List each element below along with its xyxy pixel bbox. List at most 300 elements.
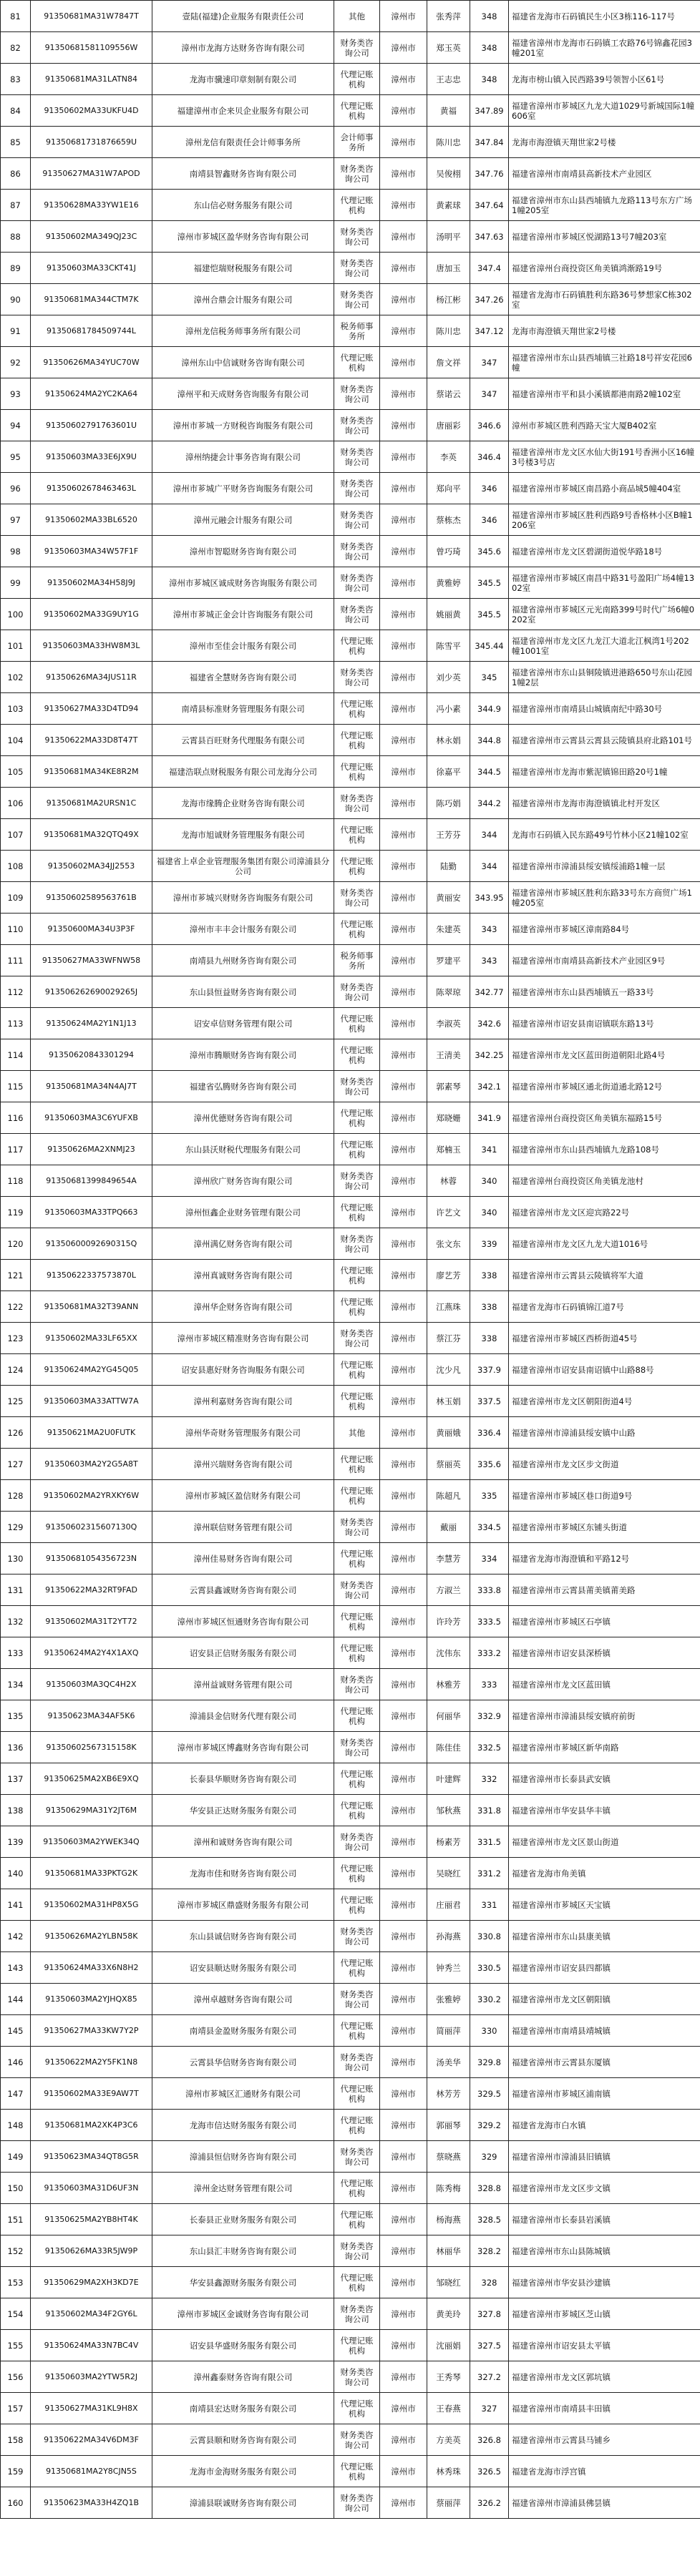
region-cell: 漳州市 (380, 1826, 427, 1858)
region-cell: 漳州市 (380, 64, 427, 95)
agency-type-cell: 代理记账机构 (334, 64, 380, 95)
address-cell: 福建省漳州市南靖县靖城镇 (509, 2015, 700, 2047)
address-cell: 福建省漳州市漳浦县佛昙镇 (509, 2487, 700, 2519)
region-cell: 漳州市 (380, 1354, 427, 1386)
address-cell: 福建省漳州市龙文区蓝田镇 (509, 1669, 700, 1700)
address-cell: 福建省漳州市芗城区悦湖路13号7幢203室 (509, 221, 700, 253)
credit-code-cell: 91350622MA33D8T47T (31, 725, 152, 756)
score-cell: 328.2 (470, 2235, 509, 2267)
table-row (1, 2361, 700, 2393)
address-cell: 龙海市榜山镇入民西路39号领智小区61号 (509, 64, 700, 95)
address-cell: 福建省漳州市云霄县莆美镇莆美路 (509, 1575, 700, 1606)
address-cell: 福建省漳州市龙文区迎宾路22号 (509, 1197, 700, 1228)
row-number-cell: 96 (1, 473, 31, 504)
credit-code-cell: 91350622MA2Y5FK1N8 (31, 2047, 152, 2078)
agency-type-cell: 财务类咨询公司 (334, 882, 380, 914)
score-cell: 333.5 (470, 1606, 509, 1637)
row-number-cell: 114 (1, 1039, 31, 1071)
contact-person-cell: 邹晓红 (427, 2267, 470, 2298)
region-cell: 漳州市 (380, 221, 427, 253)
company-name-cell: 漳州元融会计服务有限公司 (152, 504, 334, 536)
company-name-cell: 东山县恒益财务咨询有限公司 (152, 976, 334, 1008)
agency-type-cell: 代理记账机构 (334, 1700, 380, 1732)
score-cell: 347 (470, 347, 509, 378)
table-row (1, 1008, 700, 1039)
company-name-cell: 南靖县标准财务管理服务有限公司 (152, 693, 334, 725)
contact-person-cell: 刘少英 (427, 662, 470, 693)
row-number-cell: 115 (1, 1071, 31, 1102)
contact-person-cell: 邹秋燕 (427, 1795, 470, 1826)
score-cell: 331.5 (470, 1826, 509, 1858)
company-name-cell: 漳州市腾顺财务咨询有限公司 (152, 1039, 334, 1071)
agency-type-cell: 代理记账机构 (334, 1543, 380, 1575)
address-cell: 龙海市海澄镇天翔世家2号楼 (509, 315, 700, 347)
row-number-cell: 87 (1, 190, 31, 221)
address-cell: 福建省漳州市芗城区东铺头街道 (509, 1512, 700, 1543)
credit-code-cell: 91350600092690315Q (31, 1228, 152, 1260)
credit-code-cell: 91350624MA33N7BC4V (31, 2330, 152, 2361)
row-number-cell: 126 (1, 1417, 31, 1449)
contact-person-cell: 张文东 (427, 1228, 470, 1260)
row-number-cell: 84 (1, 95, 31, 127)
table-row (1, 127, 700, 158)
credit-code-cell: 91350629MA31Y2JT6M (31, 1795, 152, 1826)
address-cell: 福建省漳州市龙文区九龙江大道北江枫湾1号202幢1001室 (509, 630, 700, 662)
address-cell: 福建省漳州市龙文区水仙大街191号香洲小区16幢3号楼3号店 (509, 441, 700, 473)
region-cell: 漳州市 (380, 1008, 427, 1039)
row-number-cell: 103 (1, 693, 31, 725)
credit-code-cell: 91350625MA2YB8HT4K (31, 2204, 152, 2235)
score-cell: 344.9 (470, 693, 509, 725)
score-cell: 346.6 (470, 410, 509, 441)
table-row (1, 1228, 700, 1260)
table-row (1, 1732, 700, 1763)
address-cell: 福建省漳州市龙海市海澄镇镇北村开发区 (509, 788, 700, 819)
table-row (1, 2330, 700, 2361)
address-cell: 福建省漳州市南靖县高新技术产业园区9号 (509, 945, 700, 976)
address-cell: 福建省漳州市云霄县云霄县云陵镇县府北路101号 (509, 725, 700, 756)
company-name-cell: 漳州兴瑞财务咨询有限公司 (152, 1449, 334, 1480)
score-cell: 327.2 (470, 2361, 509, 2393)
agency-type-cell: 代理记账机构 (334, 630, 380, 662)
region-cell: 漳州市 (380, 1449, 427, 1480)
company-name-cell: 漳州市芗城区恒通财务咨询有限公司 (152, 1606, 334, 1637)
row-number-cell: 112 (1, 976, 31, 1008)
score-cell: 347.64 (470, 190, 509, 221)
region-cell: 漳州市 (380, 1039, 427, 1071)
agency-type-cell: 财务类咨询公司 (334, 2047, 380, 2078)
contact-person-cell: 陈佳佳 (427, 1732, 470, 1763)
credit-code-cell: 91350602MA31T2YT72 (31, 1606, 152, 1637)
credit-code-cell: 91350627MA31KL9H8X (31, 2393, 152, 2424)
score-cell: 326.8 (470, 2424, 509, 2456)
credit-code-cell: 91350627MA33WFNW58 (31, 945, 152, 976)
row-number-cell: 150 (1, 2173, 31, 2204)
address-cell: 福建省漳州市龙文区朝阳镇 (509, 1984, 700, 2015)
address-cell: 福建省漳州市龙文区步文镇 (509, 2173, 700, 2204)
agency-type-cell: 代理记账机构 (334, 1354, 380, 1386)
row-number-cell: 88 (1, 221, 31, 253)
score-cell: 328 (470, 2267, 509, 2298)
row-number-cell: 133 (1, 1637, 31, 1669)
address-cell: 福建省漳州市漳浦县绥安镇绥浦路1幢一层 (509, 851, 700, 882)
table-row (1, 2456, 700, 2487)
table-row (1, 1386, 700, 1417)
contact-person-cell: 林秀珠 (427, 2456, 470, 2487)
row-number-cell: 153 (1, 2267, 31, 2298)
credit-code-cell: 91350603MA3C6YUFXB (31, 1102, 152, 1134)
table-row (1, 64, 700, 95)
row-number-cell: 99 (1, 567, 31, 599)
score-cell: 342.1 (470, 1071, 509, 1102)
score-cell: 341.9 (470, 1102, 509, 1134)
region-cell: 漳州市 (380, 1795, 427, 1826)
region-cell: 漳州市 (380, 2267, 427, 2298)
score-cell: 344.2 (470, 788, 509, 819)
region-cell: 漳州市 (380, 2015, 427, 2047)
region-cell: 漳州市 (380, 1732, 427, 1763)
company-name-cell: 壹陆(福建)企业服务有限责任公司 (152, 1, 334, 32)
table-row (1, 441, 700, 473)
company-name-cell: 福建浩联点财税服务有限公司龙海分公司 (152, 756, 334, 788)
agency-type-cell: 其他 (334, 1417, 380, 1449)
address-cell: 福建省漳州市南靖县高新技术产业园区 (509, 158, 700, 190)
agency-type-cell: 代理记账机构 (334, 1795, 380, 1826)
company-name-cell: 漳州恒鑫企业财务管理有限公司 (152, 1197, 334, 1228)
region-cell: 漳州市 (380, 1165, 427, 1197)
company-name-cell: 漳州益诚财务管理有限公司 (152, 1669, 334, 1700)
table-row (1, 315, 700, 347)
address-cell: 福建省漳州市南靖县山城镇南纪中路30号 (509, 693, 700, 725)
agency-type-cell: 会计师事务所 (334, 127, 380, 158)
credit-code-cell: 91350626MA2YLBN58K (31, 1921, 152, 1952)
row-number-cell: 81 (1, 1, 31, 32)
credit-code-cell: 91350624MA2Y1N1J13 (31, 1008, 152, 1039)
score-cell: 329 (470, 2141, 509, 2173)
contact-person-cell: 杨江彬 (427, 284, 470, 315)
credit-code-cell: 91350626MA34YUC70W (31, 347, 152, 378)
table-row (1, 2204, 700, 2235)
row-number-cell: 93 (1, 378, 31, 410)
address-cell: 福建省漳州市东山县西埔镇九龙路113号东方广场1幢205室 (509, 190, 700, 221)
table-row (1, 1637, 700, 1669)
contact-person-cell: 陈川忠 (427, 127, 470, 158)
contact-person-cell: 郑楠玉 (427, 1134, 470, 1165)
credit-code-cell: 91350603MA2YWEK34Q (31, 1826, 152, 1858)
table-row (1, 1039, 700, 1071)
agency-type-cell: 财务类咨询公司 (334, 567, 380, 599)
table-row (1, 1354, 700, 1386)
address-cell: 福建省漳州市龙海市石码镇工农路76号锦鑫花园3幢201室 (509, 32, 700, 64)
score-cell: 339 (470, 1228, 509, 1260)
agency-type-cell: 财务类咨询公司 (334, 2424, 380, 2456)
credit-code-cell: 91350624MA2Y4X1AXQ (31, 1637, 152, 1669)
table-row (1, 1543, 700, 1575)
region-cell: 漳州市 (380, 2078, 427, 2110)
score-cell: 333 (470, 1669, 509, 1700)
credit-code-cell: 91350603MA33CKT41J (31, 253, 152, 284)
credit-code-cell: 91350603MA31D6UF3N (31, 2173, 152, 2204)
address-cell: 福建省漳州市芗城区西桥街道45号 (509, 1323, 700, 1354)
company-name-cell: 漳州和诚财务咨询有限公司 (152, 1826, 334, 1858)
table-row (1, 221, 700, 253)
company-name-cell: 漳州真诚财务咨询有限公司 (152, 1260, 334, 1291)
score-cell: 327.8 (470, 2298, 509, 2330)
address-cell: 福建省漳州市东山县陈城镇 (509, 2235, 700, 2267)
company-name-cell: 东山县沃财税代理服务有限公司 (152, 1134, 334, 1165)
row-number-cell: 113 (1, 1008, 31, 1039)
contact-person-cell: 杨素芳 (427, 1826, 470, 1858)
region-cell: 漳州市 (380, 253, 427, 284)
company-name-cell: 云霄县华信财务咨询有限公司 (152, 2047, 334, 2078)
score-cell: 344 (470, 851, 509, 882)
address-cell: 福建省漳州市平和县小溪镇都港南路2幢102室 (509, 378, 700, 410)
address-cell: 福建省龙海市石码镇民生小区3栋116-117号 (509, 1, 700, 32)
table-row (1, 1102, 700, 1134)
address-cell: 福建省漳州市漳浦县旧镇镇 (509, 2141, 700, 2173)
table-row (1, 945, 700, 976)
row-number-cell: 91 (1, 315, 31, 347)
region-cell: 漳州市 (380, 536, 427, 567)
company-name-cell: 龙海市信达财务服务有限公司 (152, 2110, 334, 2141)
table-row (1, 1449, 700, 1480)
agency-type-cell: 财务类咨询公司 (334, 378, 380, 410)
row-number-cell: 139 (1, 1826, 31, 1858)
credit-code-cell: 91350681MA2Y8CJN5S (31, 2456, 152, 2487)
agency-type-cell: 代理记账机构 (334, 1889, 380, 1921)
score-cell: 338 (470, 1260, 509, 1291)
table-row (1, 32, 700, 64)
agency-type-cell: 代理记账机构 (334, 2456, 380, 2487)
address-cell: 福建省漳州台商投资区角美镇鸿渐路19号 (509, 253, 700, 284)
row-number-cell: 152 (1, 2235, 31, 2267)
table-row (1, 2110, 700, 2141)
company-name-cell: 漳州市智聪财务咨询有限公司 (152, 536, 334, 567)
credit-code-cell: 91350629MA2XH3KD7E (31, 2267, 152, 2298)
company-name-cell: 漳州市芗城区精准财务咨询有限公司 (152, 1323, 334, 1354)
contact-person-cell: 黄丽娥 (427, 1417, 470, 1449)
address-cell: 福建省漳州市芗城区南昌路小商品城5幢404室 (509, 473, 700, 504)
company-name-cell: 漳州龙信税务师事务所有限公司 (152, 315, 334, 347)
region-cell: 漳州市 (380, 756, 427, 788)
agency-type-cell: 财务类咨询公司 (334, 253, 380, 284)
credit-code-cell: 91350602567315158K (31, 1732, 152, 1763)
credit-code-cell: 91350681MA34N4AJ7T (31, 1071, 152, 1102)
table-row (1, 1480, 700, 1512)
row-number-cell: 158 (1, 2424, 31, 2456)
company-name-cell: 漳浦县联诚财务咨询有限公司 (152, 2487, 334, 2519)
contact-person-cell: 郑晓姗 (427, 1102, 470, 1134)
address-cell: 福建省漳州市漳浦县绥安镇中山路 (509, 1417, 700, 1449)
credit-code-cell: 91350681MA34KE8R2M (31, 756, 152, 788)
agency-type-cell: 代理记账机构 (334, 1952, 380, 1984)
address-cell: 龙海市石码镇入民东路49号竹林小区21幢102室 (509, 819, 700, 851)
address-cell: 福建省漳州市龙文区郭坑镇 (509, 2361, 700, 2393)
score-cell: 344.8 (470, 725, 509, 756)
company-name-cell: 漳州联信财务管理有限公司 (152, 1512, 334, 1543)
region-cell: 漳州市 (380, 1700, 427, 1732)
region-cell: 漳州市 (380, 284, 427, 315)
company-name-cell: 漳州东山中信诚财务咨询有限公司 (152, 347, 334, 378)
credit-code-cell: 91350600MA34U3P3F (31, 914, 152, 945)
address-cell: 福建省漳州市云霄县云陵镇将军大道 (509, 1260, 700, 1291)
table-row (1, 2298, 700, 2330)
contact-person-cell: 沈伟东 (427, 1637, 470, 1669)
region-cell: 漳州市 (380, 1323, 427, 1354)
contact-person-cell: 蔡栋杰 (427, 504, 470, 536)
credit-code-cell: 91350681MA32QTQ49X (31, 819, 152, 851)
contact-person-cell: 蔡晓燕 (427, 2141, 470, 2173)
contact-person-cell: 郑向平 (427, 473, 470, 504)
address-cell: 福建省漳州市芗城区胜利西路9号香格林小区B幢1206室 (509, 504, 700, 536)
contact-person-cell: 戴丽 (427, 1512, 470, 1543)
score-cell: 345.5 (470, 599, 509, 630)
contact-person-cell: 黄雅婷 (427, 567, 470, 599)
row-number-cell: 105 (1, 756, 31, 788)
score-cell: 342.77 (470, 976, 509, 1008)
region-cell: 漳州市 (380, 441, 427, 473)
contact-person-cell: 李慧芳 (427, 1543, 470, 1575)
table-row (1, 378, 700, 410)
row-number-cell: 116 (1, 1102, 31, 1134)
contact-person-cell: 林玉娟 (427, 1386, 470, 1417)
table-row (1, 1952, 700, 1984)
contact-person-cell: 方美英 (427, 2424, 470, 2456)
region-cell: 漳州市 (380, 158, 427, 190)
row-number-cell: 130 (1, 1543, 31, 1575)
address-cell: 福建省漳州市诏安县南诏镇联东路13号 (509, 1008, 700, 1039)
agency-type-cell: 税务师事务所 (334, 945, 380, 976)
agency-type-cell: 代理记账机构 (334, 1763, 380, 1795)
company-name-cell: 长泰县正业财务服务有限公司 (152, 2204, 334, 2235)
contact-person-cell: 王春燕 (427, 2393, 470, 2424)
company-name-cell: 漳州佳易财务咨询有限公司 (152, 1543, 334, 1575)
region-cell: 漳州市 (380, 2047, 427, 2078)
credit-code-cell: 91350603MA33TPQ663 (31, 1197, 152, 1228)
score-cell: 344 (470, 819, 509, 851)
contact-person-cell: 朱建英 (427, 914, 470, 945)
region-cell: 漳州市 (380, 725, 427, 756)
address-cell: 福建省漳州市芗城区通北街道通北路12号 (509, 1071, 700, 1102)
region-cell: 漳州市 (380, 1417, 427, 1449)
row-number-cell: 89 (1, 253, 31, 284)
region-cell: 漳州市 (380, 851, 427, 882)
contact-person-cell: 陈超凡 (427, 1480, 470, 1512)
company-name-cell: 漳州市芗城区盈信财务有限公司 (152, 1480, 334, 1512)
contact-person-cell: 王秀琴 (427, 2361, 470, 2393)
score-cell: 330 (470, 2015, 509, 2047)
score-cell: 333.2 (470, 1637, 509, 1669)
agency-type-cell: 财务类咨询公司 (334, 1228, 380, 1260)
contact-person-cell: 陈巧娟 (427, 788, 470, 819)
score-cell: 332.5 (470, 1732, 509, 1763)
credit-code-cell: 91350681784509744L (31, 315, 152, 347)
address-cell: 福建省漳州市诏安县四都镇 (509, 1952, 700, 1984)
company-name-cell: 漳州市龙海方达财务咨询有限公司 (152, 32, 334, 64)
score-cell: 334 (470, 1543, 509, 1575)
address-cell: 福建省漳州台商投资区角美镇东福路15号 (509, 1102, 700, 1134)
contact-person-cell: 方淑兰 (427, 1575, 470, 1606)
table-row (1, 567, 700, 599)
company-name-cell: 东山县诚信财务咨询有限公司 (152, 1921, 334, 1952)
region-cell: 漳州市 (380, 2141, 427, 2173)
contact-person-cell: 王清美 (427, 1039, 470, 1071)
company-name-cell: 华安县鑫源财务服务有限公司 (152, 2267, 334, 2298)
credit-code-cell: 91350621MA2U0FUTK (31, 1417, 152, 1449)
credit-code-cell: 91350681MA344CTM7K (31, 284, 152, 315)
credit-code-cell: 91350603MA34W57F1F (31, 536, 152, 567)
table-row (1, 2267, 700, 2298)
table-row (1, 1889, 700, 1921)
company-name-cell: 福建恺瑞财税服务有限公司 (152, 253, 334, 284)
company-name-cell: 福建省弘腾财务咨询有限公司 (152, 1071, 334, 1102)
company-name-cell: 东山县汇丰财务咨询有限公司 (152, 2235, 334, 2267)
address-cell: 福建省龙海市白水镇 (509, 2110, 700, 2141)
region-cell: 漳州市 (380, 127, 427, 158)
contact-person-cell: 李英 (427, 441, 470, 473)
credit-code-cell: 91350681MA2URSN1C (31, 788, 152, 819)
credit-code-cell: 91350622MA34V6DM3F (31, 2424, 152, 2456)
credit-code-cell: 91350624MA2YG45Q05 (31, 1354, 152, 1386)
table-row (1, 2141, 700, 2173)
contact-person-cell: 曾巧琦 (427, 536, 470, 567)
region-cell: 漳州市 (380, 2330, 427, 2361)
row-number-cell: 129 (1, 1512, 31, 1543)
company-name-cell: 漳州卓越财务咨询有限公司 (152, 1984, 334, 2015)
agency-type-cell: 财务类咨询公司 (334, 1669, 380, 1700)
address-cell: 福建省漳州市东山县铜陵镇进港路650号东山花园1幢2层 (509, 662, 700, 693)
agency-type-cell: 代理记账机构 (334, 2204, 380, 2235)
contact-person-cell: 蔡丽萍 (427, 2487, 470, 2519)
score-cell: 347.63 (470, 221, 509, 253)
region-cell: 漳州市 (380, 882, 427, 914)
row-number-cell: 101 (1, 630, 31, 662)
company-name-cell: 漳浦县金信财务代理有限公司 (152, 1700, 334, 1732)
row-number-cell: 134 (1, 1669, 31, 1700)
agency-type-cell: 财务类咨询公司 (334, 2487, 380, 2519)
address-cell: 福建省龙海市浮宫镇 (509, 2456, 700, 2487)
region-cell: 漳州市 (380, 1952, 427, 1984)
row-number-cell: 117 (1, 1134, 31, 1165)
agency-type-cell: 财务类咨询公司 (334, 1921, 380, 1952)
contact-person-cell: 庄丽君 (427, 1889, 470, 1921)
contact-person-cell: 许玲芳 (427, 1606, 470, 1637)
agency-type-cell: 财务类咨询公司 (334, 221, 380, 253)
score-cell: 340 (470, 1197, 509, 1228)
address-cell: 福建省漳州市长泰县武安镇 (509, 1763, 700, 1795)
row-number-cell: 100 (1, 599, 31, 630)
contact-person-cell: 姚丽黄 (427, 599, 470, 630)
table-body (1, 1, 700, 2519)
region-cell: 漳州市 (380, 1637, 427, 1669)
company-name-cell: 龙海市金海财务服务有限公司 (152, 2456, 334, 2487)
contact-person-cell: 陈翠琼 (427, 976, 470, 1008)
company-name-cell: 漳州市芗城区金诚财务咨询有限公司 (152, 2298, 334, 2330)
credit-code-cell: 91350602MA33BL6520 (31, 504, 152, 536)
region-cell: 漳州市 (380, 914, 427, 945)
company-name-cell: 漳州优德财务咨询有限公司 (152, 1102, 334, 1134)
company-name-cell: 漳州市芗城区博鑫财务咨询有限公司 (152, 1732, 334, 1763)
region-cell: 漳州市 (380, 567, 427, 599)
row-number-cell: 121 (1, 1260, 31, 1291)
company-name-cell: 漳州金达财务管理有限公司 (152, 2173, 334, 2204)
address-cell: 福建省漳州市龙文区步文街道 (509, 1449, 700, 1480)
region-cell: 漳州市 (380, 2173, 427, 2204)
company-name-cell: 漳州市至佳会计服务有限公司 (152, 630, 334, 662)
region-cell: 漳州市 (380, 662, 427, 693)
agency-type-cell: 代理记账机构 (334, 347, 380, 378)
row-number-cell: 142 (1, 1921, 31, 1952)
